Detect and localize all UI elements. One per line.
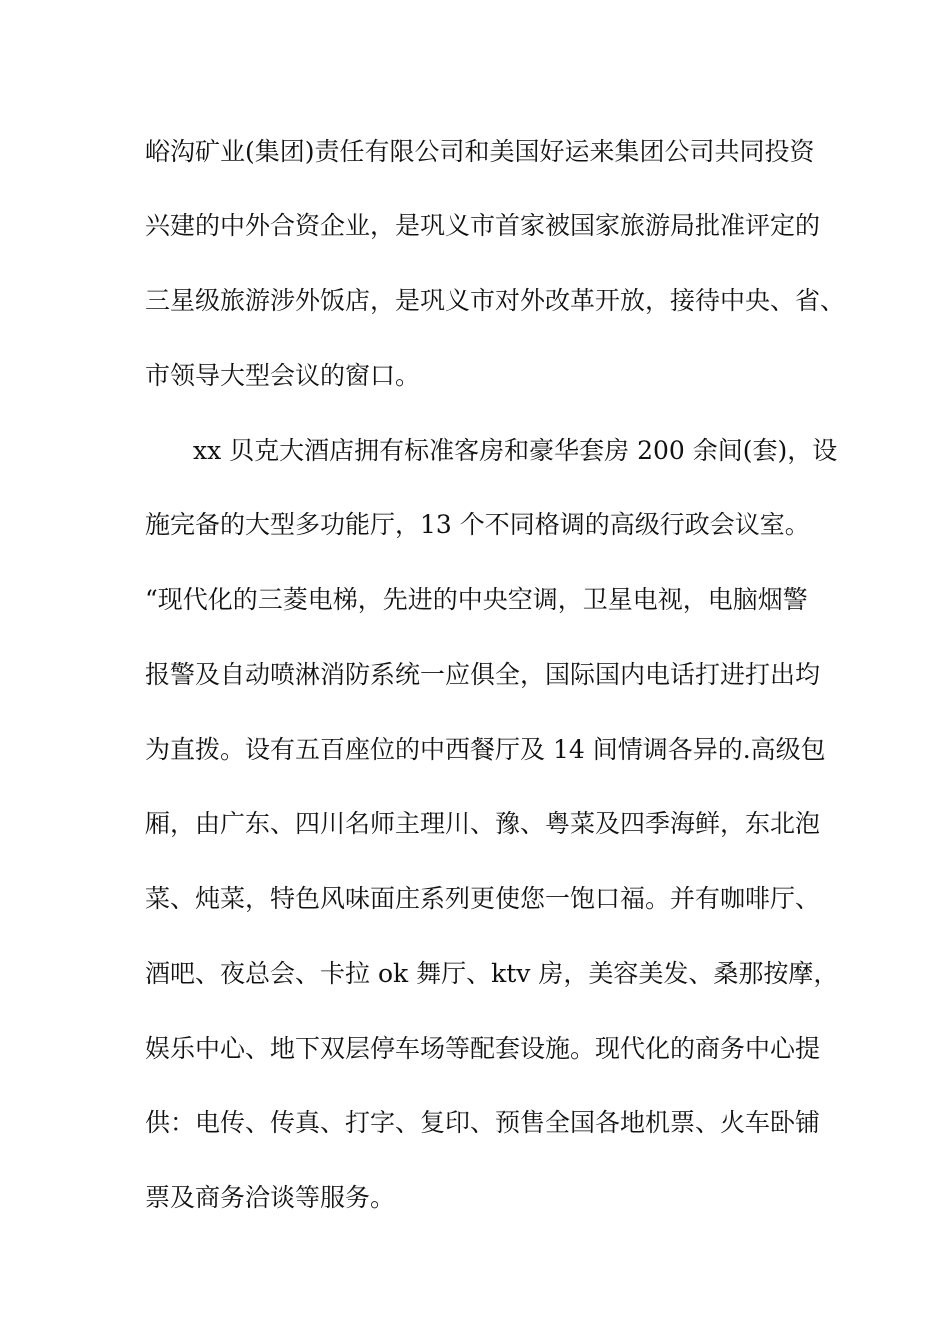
paragraph-2-line-9: 娱乐中心、地下双层停车场等配套设施。现代化的商务中心提 — [145, 1034, 821, 1063]
paragraph-2-line-8: 酒吧、夜总会、卡拉 ok 舞厅、ktv 房，美容美发、桑那按摩， — [145, 959, 839, 988]
paragraph-2-line-4: 报警及自动喷淋消防系统一应俱全，国际国内电话打进打出均 — [145, 660, 821, 689]
paragraph-2-line-3: “现代化的三菱电梯，先进的中央空调，卫星电视，电脑烟警 — [145, 585, 808, 614]
paragraph-2-line-6: 厢，由广东、四川名师主理川、豫、粤菜及四季海鲜，东北泡 — [145, 809, 821, 838]
paragraph-1-line-4: 市领导大型会议的窗口。 — [145, 361, 421, 390]
paragraph-1-line-2: 兴建的中外合资企业，是巩义市首家被国家旅游局批准评定的 — [145, 211, 821, 240]
paragraph-2-line-1: xx 贝克大酒店拥有标准客房和豪华套房 200 余间(套)，设 — [193, 436, 838, 465]
paragraph-2-line-11: 票及商务洽谈等服务。 — [145, 1183, 396, 1212]
paragraph-2-line-5: 为直拨。设有五百座位的中西餐厅及 14 间情调各异的.高级包 — [145, 735, 826, 764]
paragraph-1-line-1: 峪沟矿业(集团)责任有限公司和美国好运来集团公司共同投资 — [145, 137, 815, 166]
paragraph-2-line-7: 菜、炖菜，特色风味面庄系列更使您一饱口福。并有咖啡厅、 — [145, 884, 821, 913]
paragraph-2-line-10: 供：电传、传真、打字、复印、预售全国各地机票、火车卧铺 — [145, 1108, 821, 1137]
paragraph-1-line-3: 三星级旅游涉外饭店，是巩义市对外改革开放，接待中央、省、 — [145, 286, 846, 315]
paragraph-2-line-2: 施完备的大型多功能厅，13 个不同格调的高级行政会议室。 — [145, 510, 810, 539]
